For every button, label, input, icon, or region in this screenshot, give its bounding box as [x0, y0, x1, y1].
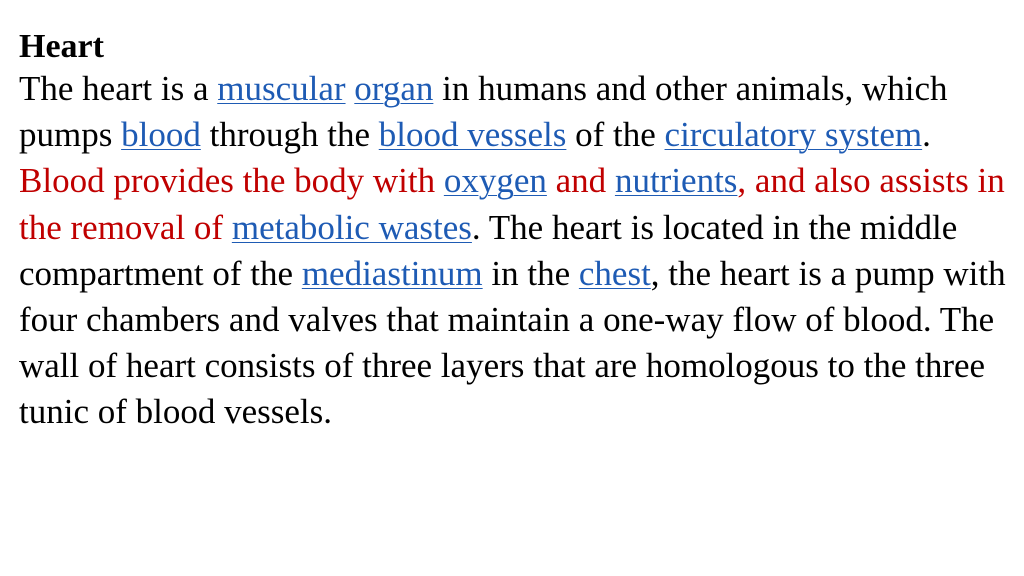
link-muscular[interactable]: muscular	[217, 69, 346, 108]
link-blood[interactable]: blood	[121, 115, 201, 155]
link-chest[interactable]: chest	[578, 253, 651, 293]
body-paragraph	[19, 66, 1009, 436]
text-span: through the	[200, 115, 379, 155]
link-nutrients[interactable]: nutrients	[614, 161, 738, 201]
text-span: , the heart is a pump with four chambers and valves that maintain a one-way flow of blood. The wall of heart consists of three layers that are homologous to the three tunic of blood vessels.	[19, 253, 1006, 432]
link-organ[interactable]: organ	[354, 69, 434, 108]
highlighted-text: Blood provides the body with	[19, 161, 444, 201]
highlighted-text: and	[546, 161, 615, 201]
highlighted-text: , and also assists in the removal of	[19, 161, 1005, 247]
text-span: of the	[566, 115, 665, 155]
link-mediastinum[interactable]: mediastinum	[301, 253, 483, 293]
link-circulatory-system[interactable]: circulatory system	[664, 115, 923, 155]
text-span: in the	[482, 253, 579, 293]
text-span	[346, 69, 355, 108]
text-span: .	[922, 115, 931, 155]
link-metabolic-wastes[interactable]: metabolic wastes	[231, 207, 472, 247]
link-blood-vessels[interactable]: blood vessels	[378, 115, 567, 155]
slide-content	[19, 28, 1009, 436]
link-oxygen[interactable]: oxygen	[443, 161, 547, 201]
page-title: Heart	[19, 28, 104, 65]
text-span: in humans and other animals, which pumps	[19, 69, 948, 155]
text-span: The heart is a	[19, 69, 218, 108]
text-span: . The heart is located in the middle compartment of the	[19, 207, 958, 293]
